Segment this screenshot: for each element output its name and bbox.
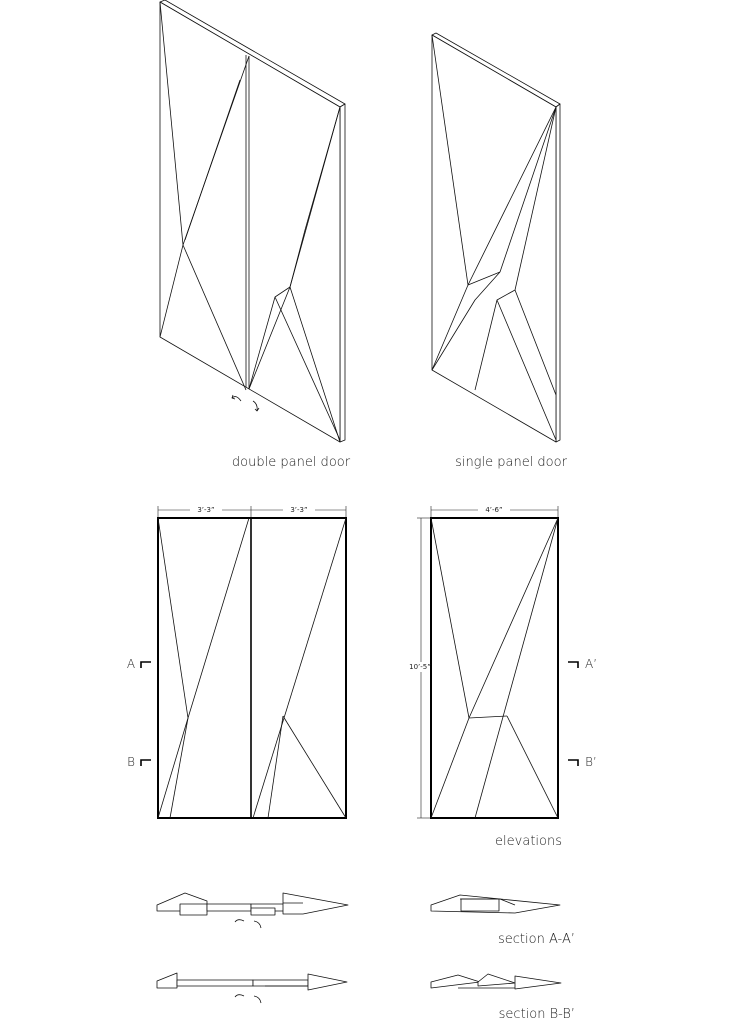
dimension-single-height: 10’-5” xyxy=(409,663,431,671)
caption-section-bb: section B-B’ xyxy=(498,1007,575,1022)
cut-marker-b-prime xyxy=(568,760,578,766)
double-panel-door-axonometric xyxy=(160,0,345,442)
dimension-single-width: 4’-6” xyxy=(485,506,503,514)
caption-elevations: elevations xyxy=(495,834,562,849)
single-panel-door-axonometric xyxy=(432,33,560,442)
section-marker-a-prime: A’ xyxy=(584,657,598,671)
section-bb-single xyxy=(431,974,561,989)
section-marker-b: B xyxy=(127,755,135,769)
section-marker-b-prime: B’ xyxy=(585,755,597,769)
caption-double-panel-door: double panel door xyxy=(231,455,351,470)
dimension-double-left-width: 3’-3” xyxy=(197,506,215,514)
single-panel-elevation xyxy=(405,505,578,818)
cut-marker-a-prime xyxy=(568,662,578,668)
section-marker-a: A xyxy=(126,657,136,671)
section-aa-double xyxy=(157,893,348,928)
caption-single-panel-door: single panel door xyxy=(455,455,567,470)
cut-marker-a xyxy=(141,662,151,668)
caption-section-aa: section A-A’ xyxy=(498,932,575,947)
cut-marker-b xyxy=(141,760,151,766)
dimension-double-right-width: 3’-3” xyxy=(290,506,308,514)
section-aa-single xyxy=(431,895,560,913)
double-panel-elevation xyxy=(141,505,346,818)
section-bb-double xyxy=(157,973,347,1003)
